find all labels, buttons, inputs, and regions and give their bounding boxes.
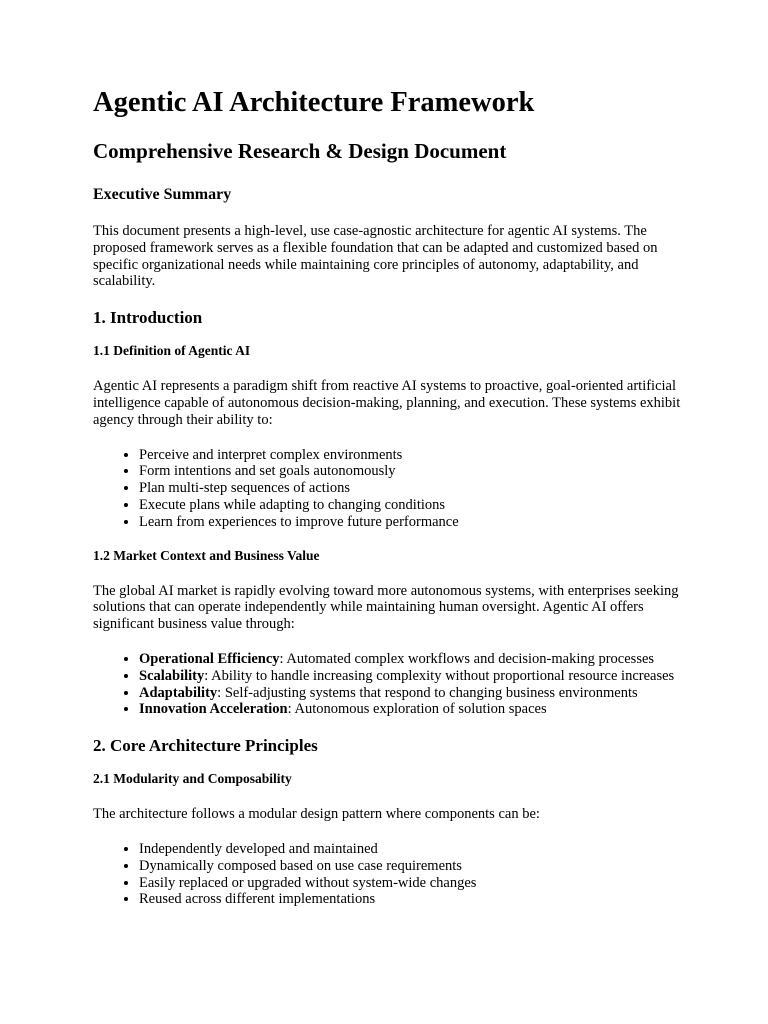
document-page xyxy=(93,86,693,908)
list-item-term: Operational Efficiency xyxy=(139,650,280,667)
definition-list xyxy=(93,447,693,531)
definition-text: Agentic AI represents a paradigm shift from reactive AI systems to proactive, goal-oriented artificial intelligence capable of autonomous decision-making, planning, and execution. These systems exhibit agency through their ability to: xyxy=(93,378,681,428)
list-item xyxy=(139,668,693,685)
list-item: • Plan multi-step sequences of actions xyxy=(139,480,693,497)
list-item-term: Scalability xyxy=(139,667,205,684)
list-item-description: : Automated complex workflows and decision-making processes xyxy=(279,650,655,667)
executive-summary-heading: Executive Summary xyxy=(93,186,232,203)
list-item: • Execute plans while adapting to changing conditions xyxy=(139,497,693,514)
list-item-description: : Self-adjusting systems that respond to changing business environments xyxy=(217,684,638,701)
list-item-term: Innovation Acceleration xyxy=(139,701,288,718)
list-item: • Easily replaced or upgraded without system-wide changes xyxy=(139,875,693,892)
list-item: • Independently developed and maintained xyxy=(139,841,693,858)
list-item: • Perceive and interpret complex environments xyxy=(139,447,693,464)
list-item xyxy=(139,685,693,702)
introduction-heading: 1. Introduction xyxy=(93,308,203,328)
document-subtitle: Comprehensive Research & Design Document xyxy=(93,139,507,163)
list-item: • Reused across different implementations xyxy=(139,891,693,908)
list-item-term: Adaptability xyxy=(139,684,218,701)
market-heading: 1.2 Market Context and Business Value xyxy=(93,547,320,563)
modularity-list xyxy=(93,841,693,908)
list-item: • Form intentions and set goals autonomously xyxy=(139,463,693,480)
market-text: The global AI market is rapidly evolving toward more autonomous systems, with enterprises seeking solutions that can operate independently while maintaining human oversight. Agentic AI offers significant business value through: xyxy=(93,582,679,633)
document-title: Agentic AI Architecture Framework xyxy=(93,87,535,118)
list-item: • Dynamically composed based on use case requirements xyxy=(139,858,693,875)
modularity-text: The architecture follows a modular design pattern where components can be: xyxy=(93,806,540,823)
list-item xyxy=(139,701,693,718)
list-item: • Learn from experiences to improve future performance xyxy=(139,514,693,531)
executive-summary-text: This document presents a high-level, use case-agnostic architecture for agentic AI systems. The proposed framework serves as a flexible foundation that can be adapted and customized based on specific organizational needs while maintaining core principles of autonomy, adaptability, and scalability. xyxy=(93,223,658,290)
market-value-list xyxy=(93,651,693,718)
list-item xyxy=(139,651,693,668)
list-item-description: : Ability to handle increasing complexity without proportional resource increases xyxy=(204,667,675,684)
list-item-description: : Autonomous exploration of solution spaces xyxy=(287,701,547,718)
definition-heading: 1.1 Definition of Agentic AI xyxy=(93,343,251,359)
principles-heading: 2. Core Architecture Principles xyxy=(93,736,318,756)
modularity-heading: 2.1 Modularity and Composability xyxy=(93,771,292,787)
